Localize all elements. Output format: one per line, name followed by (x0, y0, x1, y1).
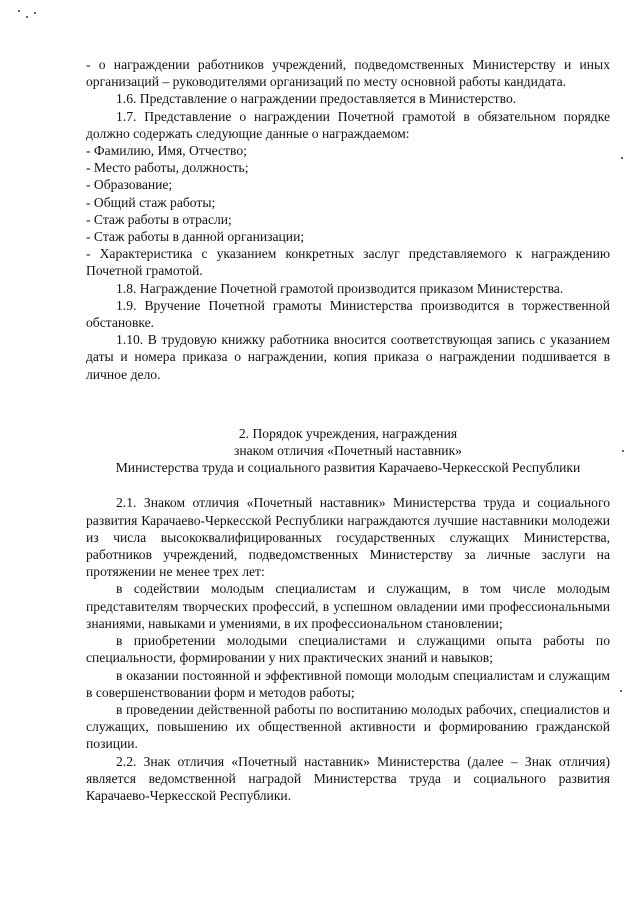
list-item: - Стаж работы в данной организации; (86, 229, 305, 245)
scan-speck (18, 10, 20, 12)
list-item: - Образование; (86, 177, 173, 193)
scan-speck (622, 450, 624, 452)
paragraph-2-2: 2.2. Знак отличия «Почетный наставник» Министерства (далее – Знак отличия) является ведомственной наградой Министерства труда и социального развития Карачаево-Черкесской Республики. (86, 753, 610, 803)
paragraph-1-9: 1.9. Вручение Почетной грамоты Министерства производится в торжественной обстановке. (86, 297, 610, 331)
list-item: - Характеристика с указанием конкретных заслуг представляемого к награждению Почетной грамотой. (86, 246, 610, 279)
list-item: - Стаж работы в отрасли; (86, 211, 232, 227)
section-2-title-line3: Министерства труда и социального развития Карачаево-Черкесской Республики (115, 460, 581, 476)
paragraph-1-8: 1.8. Награждение Почетной грамотой производится приказом Министерства. (116, 280, 564, 296)
merit-item: в приобретении молодыми специалистами и служащими опыта работы по специальности, формировании у них практических знаний и навыков; (86, 633, 610, 666)
scan-speck (621, 157, 623, 159)
list-item: - Фамилию, Имя, Отчество; (86, 143, 247, 159)
merit-item: в проведении действенной работы по воспитанию молодых рабочих, специалистов и служащих, повышению их общественной активности и формированию гражданской позиции. (86, 701, 610, 752)
list-item: - Общий стаж работы; (86, 194, 216, 210)
scan-speck (34, 12, 36, 14)
document-body (86, 56, 610, 804)
paragraph-1-10: 1.10. В трудовую книжку работника вносится соответствующая запись с указанием даты и номера приказа о награждении, копия приказа о награждении подшивается в личное дело. (86, 332, 610, 382)
scan-speck (26, 16, 28, 18)
list-1-7 (86, 142, 610, 280)
section-2-title-line1: 2. Порядок учреждения, награждения (238, 425, 458, 441)
paragraph-2-1: 2.1. Знаком отличия «Почетный наставник» Министерства труда и социального развития Карачаево-Черкесской Республики награждаются лучшие наставники молодежи из числа высококвалифицированных государственных служащих Министерства, работников учреждений, подведомственных Министерству за личные заслуги на протяжении не менее трех лет: (86, 495, 610, 580)
list-item: - Место работы, должность; (86, 160, 249, 176)
paragraph-awarding-workers: - о награждении работников учреждений, подведомственных Министерству и иных организаций – руководителями организаций по месту основной работы кандидата. (86, 57, 610, 90)
section-spacer (86, 383, 610, 425)
title-spacer (86, 476, 610, 494)
scan-speck (620, 690, 622, 692)
merit-item: в оказании постоянной и эффективной помощи молодым специалистам и служащим в совершенствовании форм и методов работы; (86, 667, 610, 700)
merit-item: в содействии молодым специалистам и служащим, в том числе молодым представителям творческих профессий, в успешном овладении ими профессиональными знаниями, навыками и умениями, в их профессиональном становлении; (86, 581, 610, 631)
paragraph-1-6: 1.6. Представление о награждении предоставляется в Министерство. (116, 91, 517, 107)
paragraph-1-7: 1.7. Представление о награждении Почетной грамотой в обязательном порядке должно содержать следующие данные о награждаемом: (86, 108, 610, 141)
section-2-title-line2: знаком отличия «Почетный наставник» (234, 443, 462, 459)
